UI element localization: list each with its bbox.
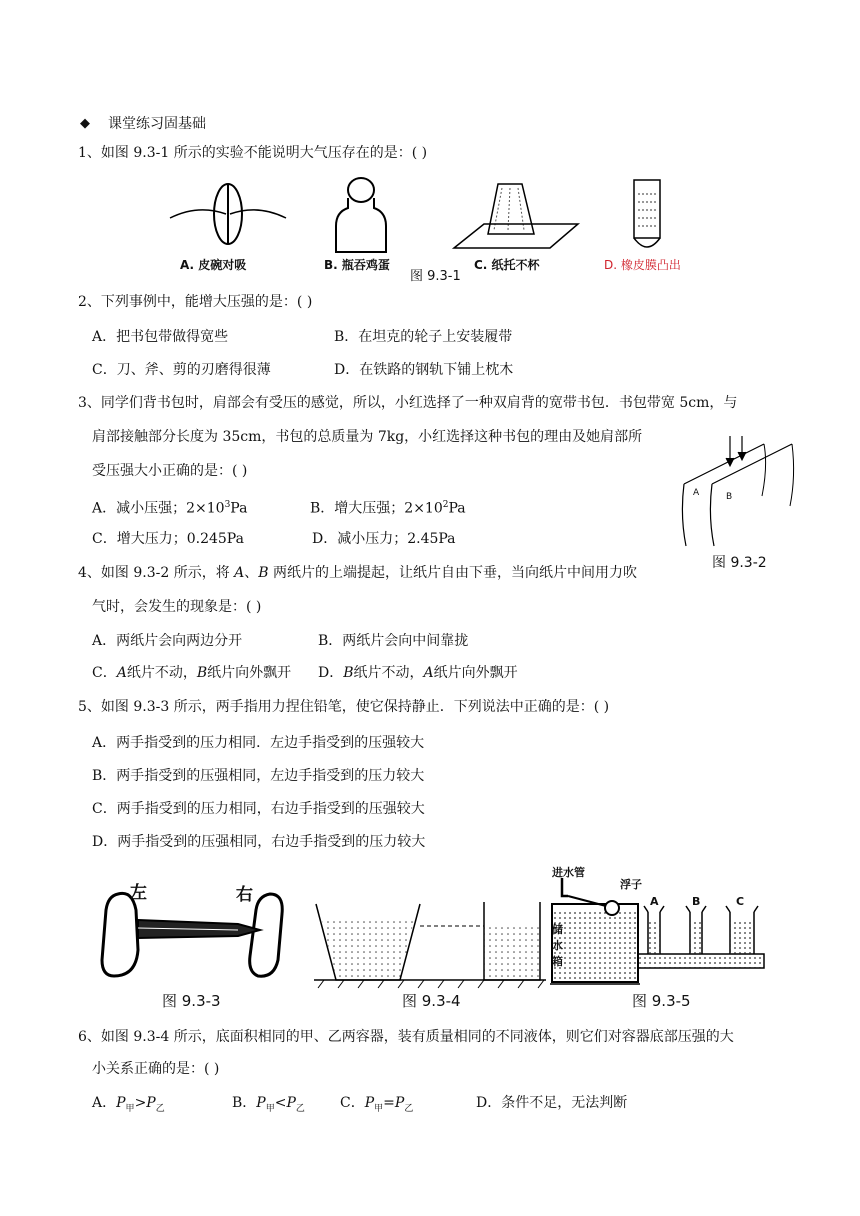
paper-b-label: B: [726, 492, 733, 502]
q6-option-a: A．$P_甲>P_乙$: [92, 1095, 165, 1114]
q1-option-b: B. 瓶吞鸡蛋: [324, 258, 390, 272]
float-label: 浮子: [620, 878, 642, 891]
q2-option-d: D．在铁路的钢轨下铺上枕木: [334, 362, 514, 378]
q5-option-b: B．两手指受到的压强相同，左边手指受到的压力较大: [92, 768, 425, 784]
q3-stem-line1: 3、同学们背书包时，肩部会有受压的感觉，所以，小红选择了一种双肩背的宽带书包．书包带宽 5cm，与: [78, 395, 738, 411]
bullet-diamond-icon: ◆: [80, 116, 90, 131]
q5-stem: 5、如图 9.3-3 所示，两手指用力捏住铅笔，使它保持静止．下列说法中正确的是：( ): [78, 699, 610, 715]
right-label: 右: [236, 885, 253, 905]
left-label: 左: [130, 883, 147, 903]
figure-9-3-1-caption: 图 9.3-1: [410, 269, 461, 284]
q1-option-d: D. 橡皮膜凸出: [604, 258, 681, 272]
q4-option-c: C．A纸片不动，B纸片向外飘开: [92, 665, 292, 681]
q2-stem: 2、下列事例中，能增大压强的是：( ): [78, 294, 313, 310]
q1-option-a: A. 皮碗对吸: [180, 258, 247, 272]
q6-option-b: B．$P_甲<P_乙$: [232, 1095, 305, 1114]
q4-option-a: A．两纸片会向两边分开: [92, 633, 243, 649]
q3-option-a: A．减小压强；$2\times 10^3Pa$: [92, 500, 248, 517]
figure-9-3-4-caption: 图 9.3-4: [402, 992, 461, 1010]
q6-stem-line1: 6、如图 9.3-4 所示，底面积相同的甲、乙两容器，装有质量相同的不同液体，则它们对容器底部压强的大: [78, 1029, 734, 1045]
bottle-egg-drawing: [334, 174, 388, 256]
section-title: 课堂练习固基础: [108, 116, 206, 132]
figure-9-3-3-caption: 图 9.3-3: [162, 992, 221, 1010]
water-tank-drawing: [548, 866, 770, 990]
containers-drawing: [314, 902, 546, 990]
q3-option-b: B．增大压强；$2\times 10^2Pa$: [310, 500, 466, 517]
q2-option-c: C．刀、斧、剪的刃磨得很薄: [92, 362, 271, 378]
paper-cup-drawing: [450, 176, 582, 252]
q6-option-d: D．条件不足，无法判断: [476, 1095, 628, 1111]
tube-c-label: C: [736, 895, 745, 908]
tube-b-label: B: [692, 895, 701, 908]
q5-option-d: D．两手指受到的压强相同，右边手指受到的压力较大: [92, 834, 426, 850]
inlet-pipe-label: 进水管: [552, 866, 585, 879]
rubber-membrane-tube-drawing: [626, 178, 668, 256]
pencil-fingers-drawing: [98, 880, 296, 984]
paper-a-label: A: [693, 488, 700, 498]
q4-stem-line1: 4、如图 9.3-2 所示，将 A、B 两纸片的上端提起，让纸片自由下垂，当向纸片中间用力吹: [78, 565, 638, 581]
q2-option-b: B．在坦克的轮子上安装履带: [334, 329, 513, 345]
q1-option-c: C. 纸托不杯: [474, 258, 540, 272]
figure-9-3-2-caption: 图 9.3-2: [712, 555, 767, 571]
paper-sheets-drawing: [682, 436, 798, 548]
q3-stem-line2: 肩部接触部分长度为 35cm，书包的总质量为 7kg，小红选择这种书包的理由及她肩部所: [92, 429, 643, 445]
storage-tank-label: 储水箱: [552, 923, 563, 968]
suction-cups-drawing: [168, 176, 288, 252]
q1-stem: 1、如图 9.3-1 所示的实验不能说明大气压存在的是：( ): [78, 145, 428, 161]
figure-9-3-5-caption: 图 9.3-5: [632, 992, 691, 1010]
q3-stem-line3: 受压强大小正确的是：( ): [92, 463, 248, 479]
q4-option-d: D．B纸片不动，A纸片向外飘开: [318, 665, 518, 681]
q4-stem-line2: 气时，会发生的现象是：( ): [92, 599, 262, 615]
q3-option-c: C．增大压力；0.245Pa: [92, 531, 244, 547]
q5-option-c: C．两手指受到的压力相同，右边手指受到的压强较大: [92, 801, 425, 817]
q6-stem-line2: 小关系正确的是：( ): [92, 1061, 220, 1077]
q6-option-c: C．$P_甲=P_乙$: [340, 1095, 414, 1114]
q3-option-d: D．减小压力；2.45Pa: [312, 531, 456, 547]
q4-option-b: B．两纸片会向中间靠拢: [318, 633, 469, 649]
tube-a-label: A: [650, 895, 659, 908]
q2-option-a: A．把书包带做得宽些: [92, 329, 229, 345]
q5-option-a: A．两手指受到的压力相同．左边手指受到的压强较大: [92, 735, 425, 751]
